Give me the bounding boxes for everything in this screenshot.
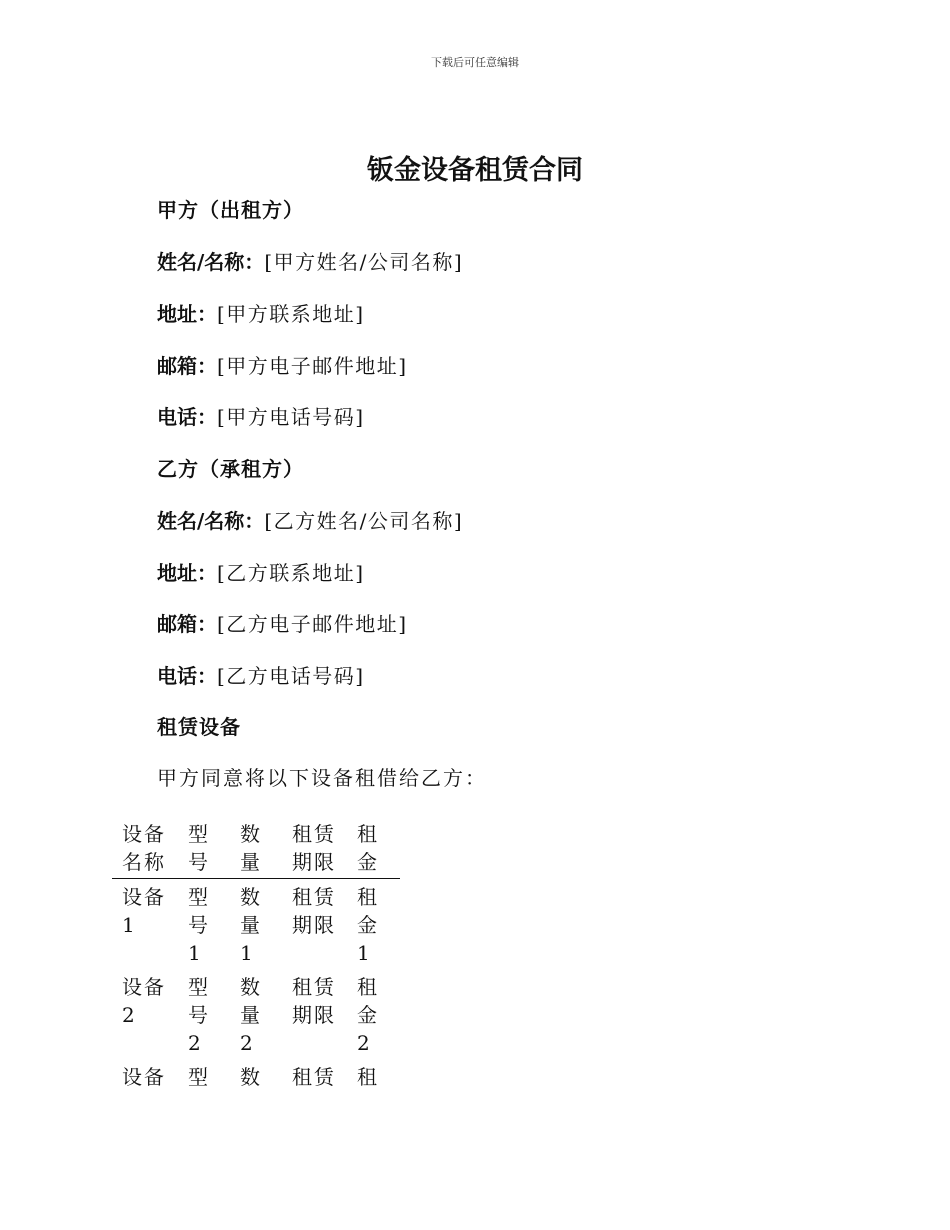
party-a-email-label: 邮箱：: [157, 354, 217, 378]
header-cell-lease-term: [292, 820, 350, 876]
party-b-address-label: 地址：: [157, 561, 217, 585]
party-a-email-line: [157, 352, 408, 380]
table-cell: [188, 883, 218, 967]
party-b-phone-line: [157, 662, 365, 690]
table-cell-line: 设备: [122, 885, 166, 909]
table-cell-line: 设备: [122, 1065, 166, 1089]
party-b-name-value: [乙方姓名/公司名称]: [264, 509, 464, 533]
table-cell: [357, 973, 387, 1057]
header-note: 下载后可任意编辑: [431, 56, 519, 69]
table-cell-line: 数: [240, 885, 262, 909]
party-b-name-line: [157, 507, 463, 535]
table-cell-line: 金: [357, 1003, 379, 1027]
table-cell-line: 设备: [122, 975, 166, 999]
header-cell-model: [188, 820, 218, 876]
table-cell-line: 型: [188, 1065, 210, 1089]
table-cell-line: 1: [357, 941, 372, 965]
table-cell-line: 金: [357, 913, 379, 937]
table-cell-line: 量: [240, 1003, 262, 1027]
table-cell-line: 2: [122, 1003, 137, 1027]
document-title: 钣金设备租赁合同: [367, 155, 583, 186]
party-a-name-label: 姓名/名称：: [157, 250, 265, 274]
table-cell-line: 2: [240, 1031, 255, 1055]
table-cell: [292, 883, 350, 939]
table-cell-line: 租赁: [292, 975, 336, 999]
table-cell: [188, 973, 218, 1057]
party-a-address-line: [157, 300, 365, 328]
table-cell-line: 数: [240, 975, 262, 999]
party-a-email-value: [甲方电子邮件地址]: [217, 354, 408, 378]
header-cell-line: 名称: [122, 850, 166, 874]
table-row: [112, 969, 400, 1059]
party-b-phone-value: [乙方电话号码]: [217, 664, 365, 688]
table-cell-line: 期限: [292, 913, 336, 937]
header-cell-quantity: [240, 820, 270, 876]
table-cell: [240, 1063, 270, 1091]
table-cell-line: 租赁: [292, 1065, 336, 1089]
table-cell: [122, 1063, 180, 1091]
header-cell-rent: [357, 820, 387, 876]
table-cell-line: 租: [357, 885, 379, 909]
party-a-heading: 甲方（出租方）: [157, 198, 304, 222]
table-cell: [240, 883, 270, 967]
party-a-name-line: [157, 248, 463, 276]
table-cell-line: 号: [188, 1003, 210, 1027]
party-b-email-label: 邮箱：: [157, 612, 217, 636]
table-cell-line: 型: [188, 975, 210, 999]
party-b-address-line: [157, 559, 365, 587]
party-a-phone-value: [甲方电话号码]: [217, 405, 365, 429]
header-cell-line: 期限: [292, 850, 336, 874]
table-cell-line: 1: [188, 941, 203, 965]
party-a-name-value: [甲方姓名/公司名称]: [264, 250, 464, 274]
table-header: [112, 816, 400, 879]
table-cell-line: 2: [357, 1031, 372, 1055]
table-cell-line: 2: [188, 1031, 203, 1055]
party-b-email-value: [乙方电子邮件地址]: [217, 612, 408, 636]
party-b-phone-label: 电话：: [157, 664, 217, 688]
table-row: [112, 879, 400, 969]
party-a-phone-label: 电话：: [157, 405, 217, 429]
equipment-intro: 甲方同意将以下设备租借给乙方：: [157, 766, 487, 790]
header-cell-line: 租赁: [292, 822, 336, 846]
party-a-address-value: [甲方联系地址]: [217, 302, 365, 326]
table-cell: [188, 1063, 218, 1091]
table-cell-line: 租: [357, 975, 379, 999]
header-cell-line: 型: [188, 822, 210, 846]
table-cell-line: 租: [357, 1065, 379, 1089]
party-b-heading: 乙方（承租方）: [157, 457, 304, 481]
table-cell: [122, 973, 180, 1029]
header-cell-line: 租: [357, 822, 379, 846]
header-cell-line: 号: [188, 850, 210, 874]
header-cell-line: 金: [357, 850, 379, 874]
table-cell: [122, 883, 180, 939]
table-cell: [240, 973, 270, 1057]
table-cell-line: 量: [240, 913, 262, 937]
table-cell-line: 期限: [292, 1003, 336, 1027]
party-a-address-label: 地址：: [157, 302, 217, 326]
table-cell: [292, 973, 350, 1029]
table-cell-line: 1: [240, 941, 255, 965]
table-cell: [357, 883, 387, 967]
header-cell-line: 量: [240, 850, 262, 874]
table-cell-line: 型: [188, 885, 210, 909]
table-cell: [292, 1063, 350, 1091]
table-cell: [357, 1063, 387, 1091]
party-a-phone-line: [157, 403, 365, 431]
header-cell-equipment-name: [122, 820, 180, 876]
header-cell-line: 数: [240, 822, 262, 846]
table-cell-line: 1: [122, 913, 137, 937]
party-b-email-line: [157, 610, 408, 638]
table-cell-line: 号: [188, 913, 210, 937]
table-row: [112, 1059, 400, 1099]
equipment-heading: 租赁设备: [157, 715, 241, 739]
table-cell-line: 数: [240, 1065, 262, 1089]
equipment-table: [112, 816, 400, 1099]
header-cell-line: 设备: [122, 822, 166, 846]
party-b-name-label: 姓名/名称：: [157, 509, 265, 533]
party-b-address-value: [乙方联系地址]: [217, 561, 365, 585]
table-cell-line: 租赁: [292, 885, 336, 909]
